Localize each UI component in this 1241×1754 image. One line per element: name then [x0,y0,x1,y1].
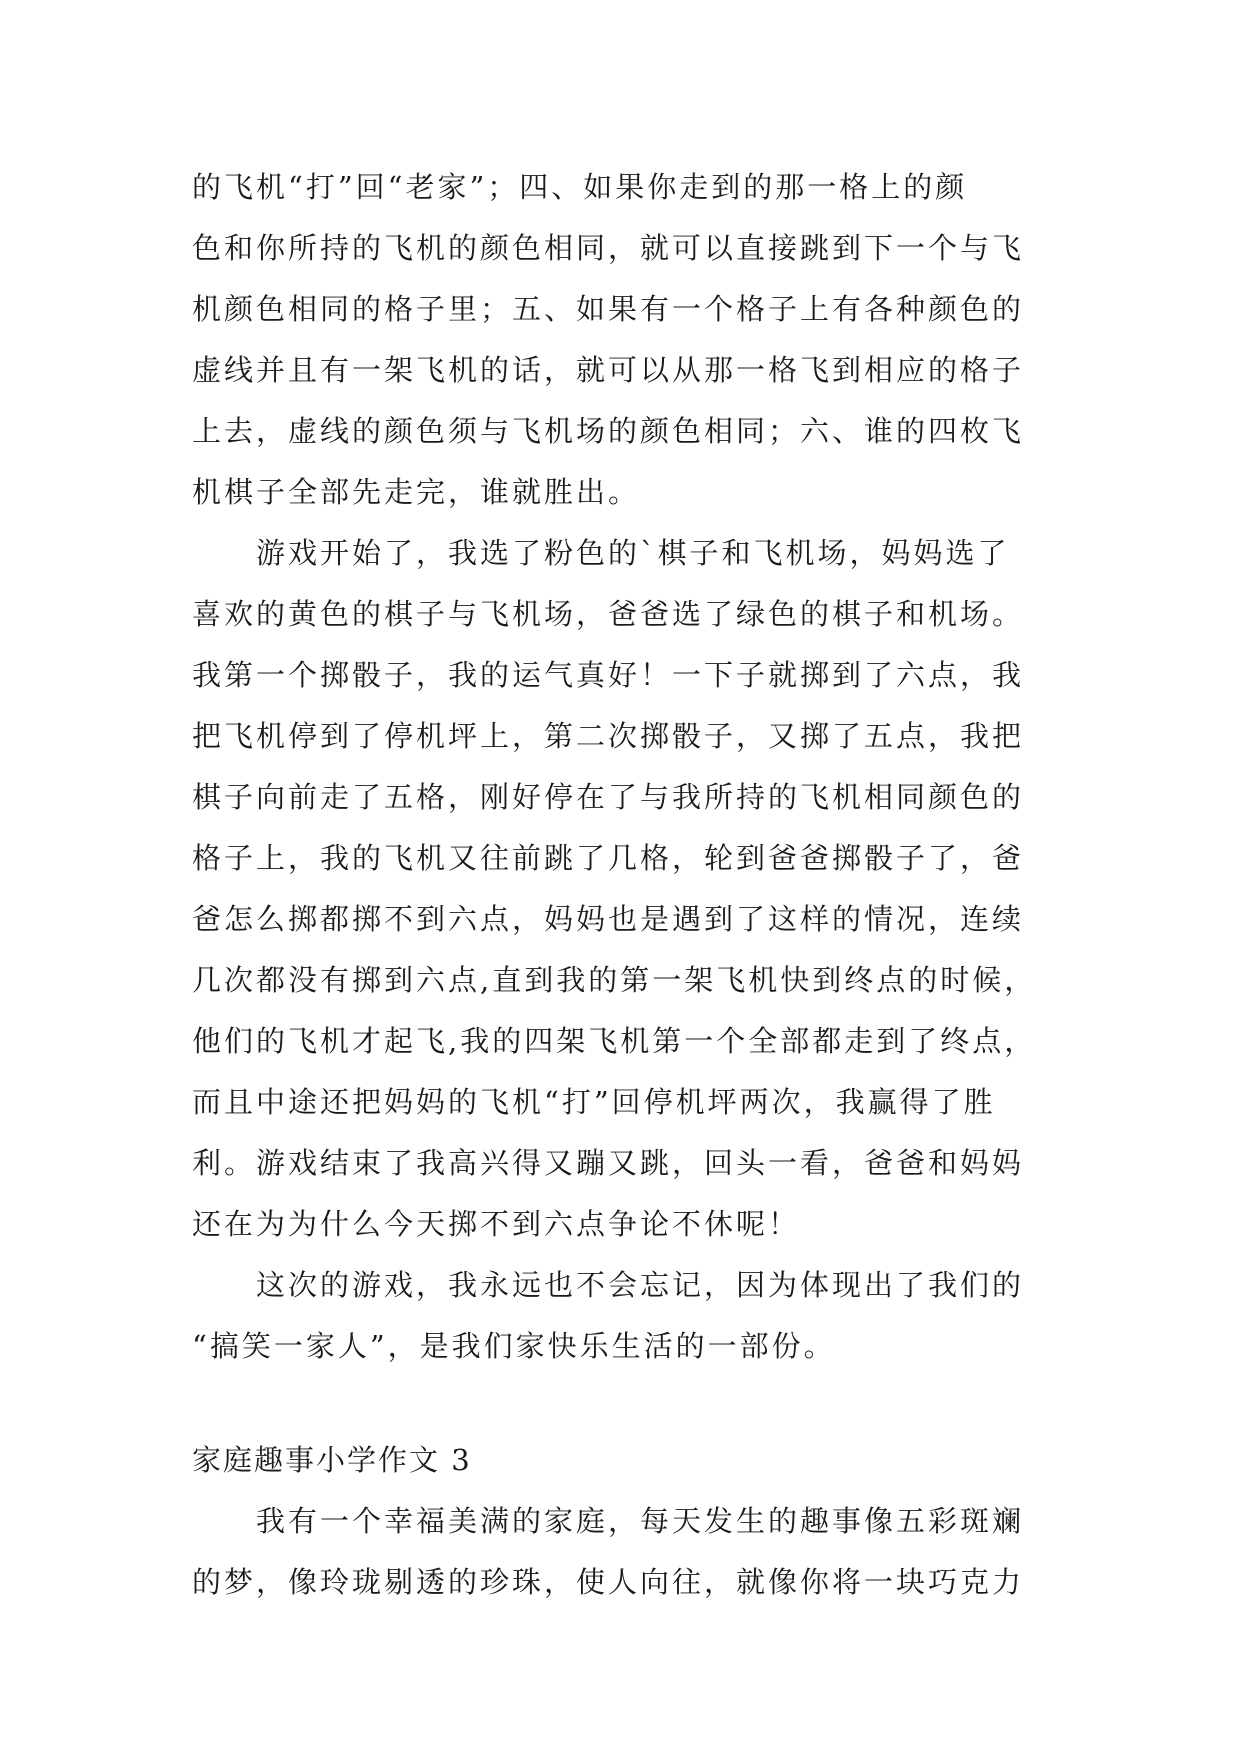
text-line: 的梦，像玲珑剔透的珍珠，使人向往，就像你将一块巧克力 [192,1565,1025,1599]
document-body [192,157,1072,1613]
text-line: 这次的游戏，我永远也不会忘记，因为体现出了我们的 [256,1268,1025,1302]
text-line: 格子上，我的飞机又往前跳了几格，轮到爸爸掷骰子了，爸 [192,841,1025,875]
text-line: 的飞机“打”回“老家”；四、如果你走到的那一格上的颜 [192,170,968,204]
paragraph-2 [192,523,1072,1255]
text-line: 上去，虚线的颜色须与飞机场的颜色相同；六、谁的四枚飞 [192,414,1025,448]
text-line: 我第一个掷骰子，我的运气真好！一下子就掷到了六点，我 [192,658,1025,692]
text-line: 机颜色相同的格子里；五、如果有一个格子上有各种颜色的 [192,292,1025,326]
text-line: 我有一个幸福美满的家庭，每天发生的趣事像五彩斑斓 [256,1504,1025,1538]
section-heading: 家庭趣事小学作文 3 [192,1443,472,1477]
text-line: 还在为为什么今天掷不到六点争论不休呢！ [192,1207,801,1241]
text-line: 喜欢的黄色的棋子与飞机场，爸爸选了绿色的棋子和机场。 [192,597,1025,631]
text-line: “搞笑一家人”，是我们家快乐生活的一部份。 [192,1329,836,1363]
text-line: 几次都没有掷到六点,直到我的第一架飞机快到终点的时候， [192,963,1037,997]
text-line: 棋子向前走了五格，刚好停在了与我所持的飞机相同颜色的 [192,780,1025,814]
text-line: 虚线并且有一架飞机的话，就可以从那一格飞到相应的格子 [192,353,1025,387]
text-line: 游戏开始了，我选了粉色的`棋子和飞机场，妈妈选了 [256,536,1010,570]
text-line: 利。游戏结束了我高兴得又蹦又跳，回头一看，爸爸和妈妈 [192,1146,1025,1180]
text-line: 色和你所持的飞机的颜色相同，就可以直接跳到下一个与飞 [192,231,1025,265]
paragraph-3 [192,1255,1072,1377]
text-line: 把飞机停到了停机坪上，第二次掷骰子，又掷了五点，我把 [192,719,1025,753]
paragraph-1 [192,157,1072,523]
text-line: 他们的飞机才起飞,我的四架飞机第一个全部都走到了终点， [192,1024,1037,1058]
section-spacer [192,1377,1072,1430]
text-line: 爸怎么掷都掷不到六点，妈妈也是遇到了这样的情况，连续 [192,902,1025,936]
text-line: 而且中途还把妈妈的飞机“打”回停机坪两次，我赢得了胜 [192,1085,996,1119]
text-line: 机棋子全部先走完，谁就胜出。 [192,475,641,509]
paragraph-4 [192,1491,1072,1613]
